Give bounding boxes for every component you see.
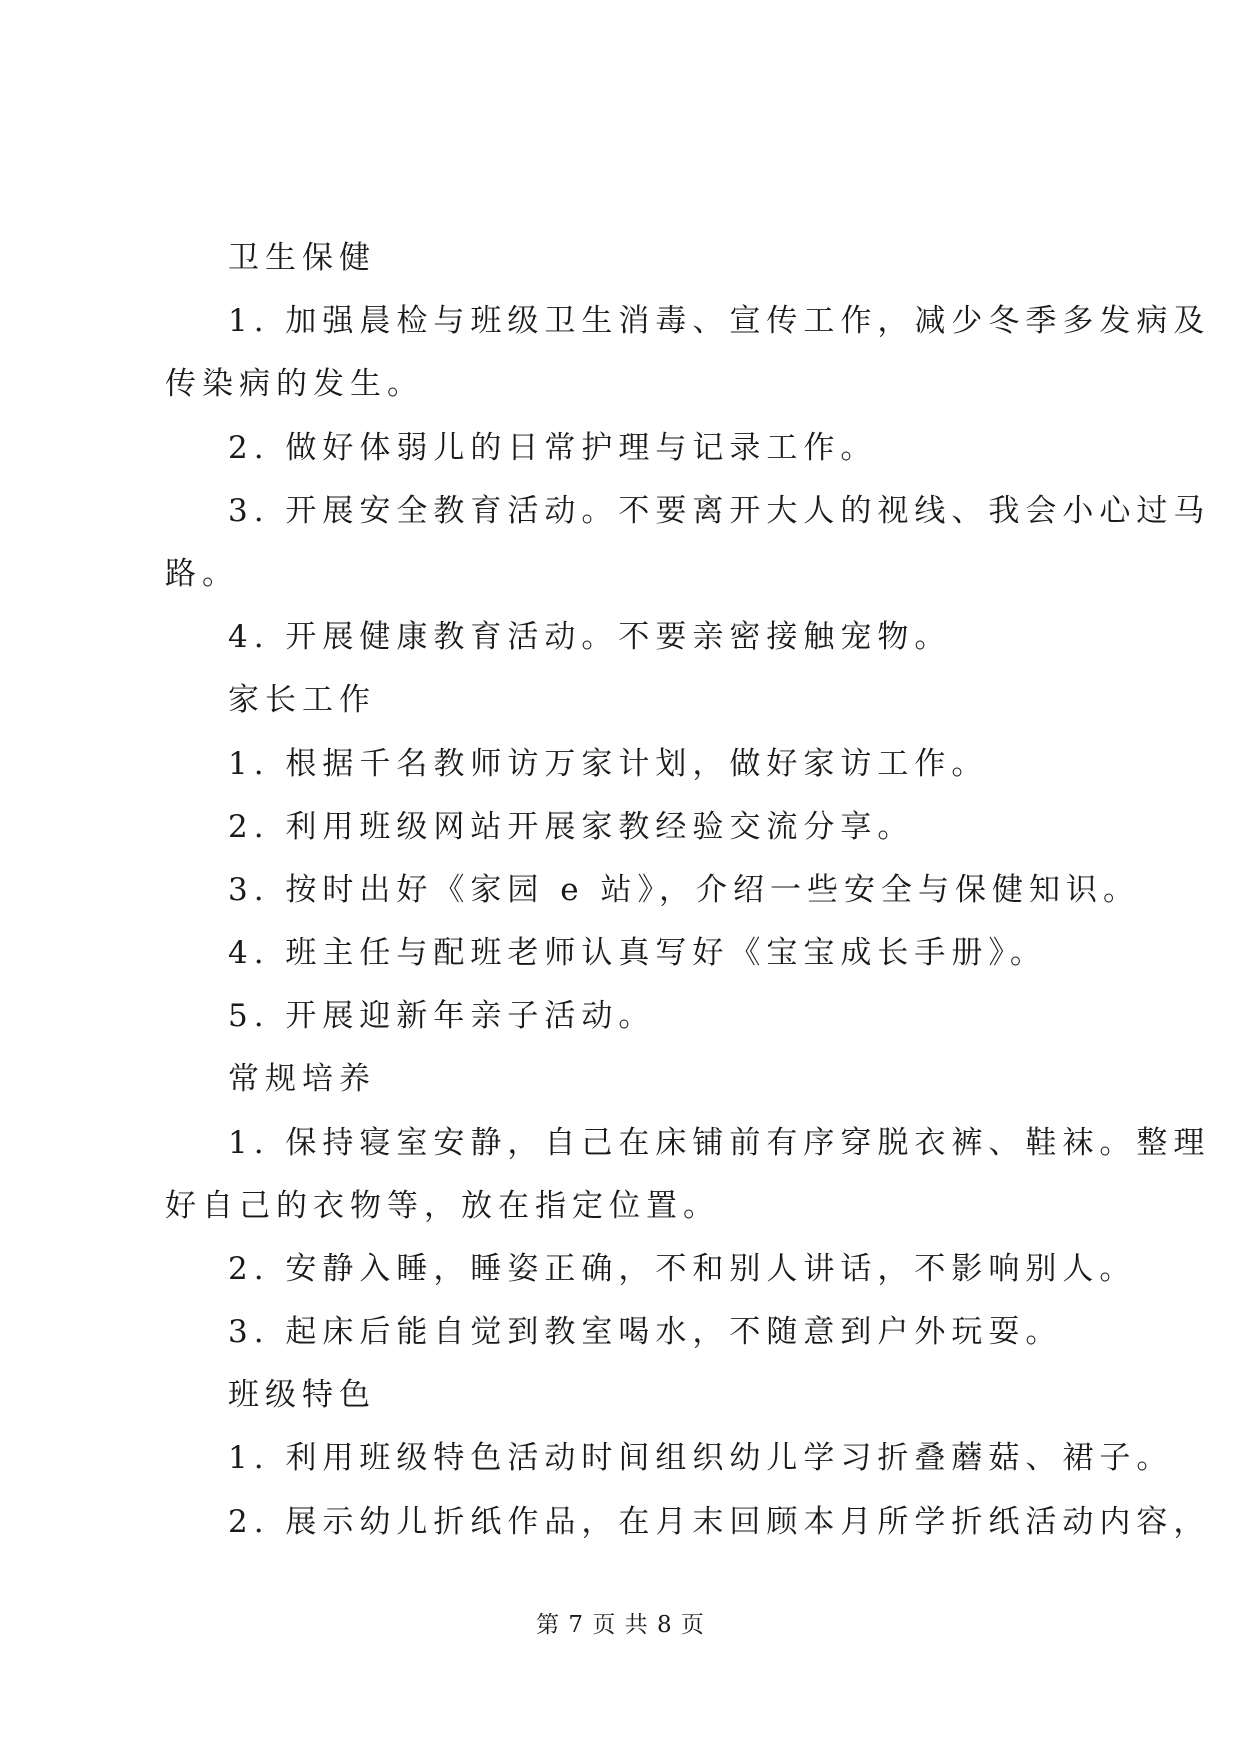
section-heading-health: 卫生保健 bbox=[228, 240, 376, 276]
section-heading-features: 班级特色 bbox=[228, 1377, 376, 1413]
paragraph-line: 1. 保持寝室安静，自己在床铺前有序穿脱衣裤、鞋袜。整理 bbox=[228, 1125, 1211, 1161]
paragraph-line: 2. 安静入睡，睡姿正确，不和别人讲话，不影响别人。 bbox=[228, 1251, 1137, 1287]
section-heading-routine: 常规培养 bbox=[228, 1061, 376, 1097]
paragraph-line: 1. 根据千名教师访万家计划，做好家访工作。 bbox=[228, 746, 989, 782]
paragraph-line: 4. 班主任与配班老师认真写好《宝宝成长手册》。 bbox=[228, 935, 1047, 971]
paragraph-line: 2. 展示幼儿折纸作品，在月末回顾本月所学折纸活动内容， bbox=[228, 1504, 1211, 1540]
paragraph-line: 1. 加强晨检与班级卫生消毒、宣传工作，减少冬季多发病及 bbox=[228, 303, 1211, 339]
paragraph-line: 传染病的发生。 bbox=[165, 366, 424, 402]
paragraph-line: 1. 利用班级特色活动时间组织幼儿学习折叠蘑菇、裙子。 bbox=[228, 1440, 1174, 1476]
paragraph-line: 2. 利用班级网站开展家教经验交流分享。 bbox=[228, 809, 915, 845]
page-number-footer: 第 7 页 共 8 页 bbox=[536, 1612, 705, 1638]
paragraph-line: 4. 开展健康教育活动。不要亲密接触宠物。 bbox=[228, 619, 952, 655]
paragraph-line: 路。 bbox=[165, 556, 239, 592]
section-heading-parents: 家长工作 bbox=[228, 682, 376, 718]
paragraph-line: 3. 开展安全教育活动。不要离开大人的视线、我会小心过马 bbox=[228, 493, 1211, 529]
paragraph-line: 好自己的衣物等，放在指定位置。 bbox=[165, 1188, 720, 1224]
paragraph-line: 3. 按时出好《家园 e 站》，介绍一些安全与保健知识。 bbox=[228, 872, 1140, 908]
paragraph-line: 3. 起床后能自觉到教室喝水，不随意到户外玩耍。 bbox=[228, 1314, 1063, 1350]
paragraph-line: 2. 做好体弱儿的日常护理与记录工作。 bbox=[228, 430, 878, 466]
paragraph-line: 5. 开展迎新年亲子活动。 bbox=[228, 998, 656, 1034]
